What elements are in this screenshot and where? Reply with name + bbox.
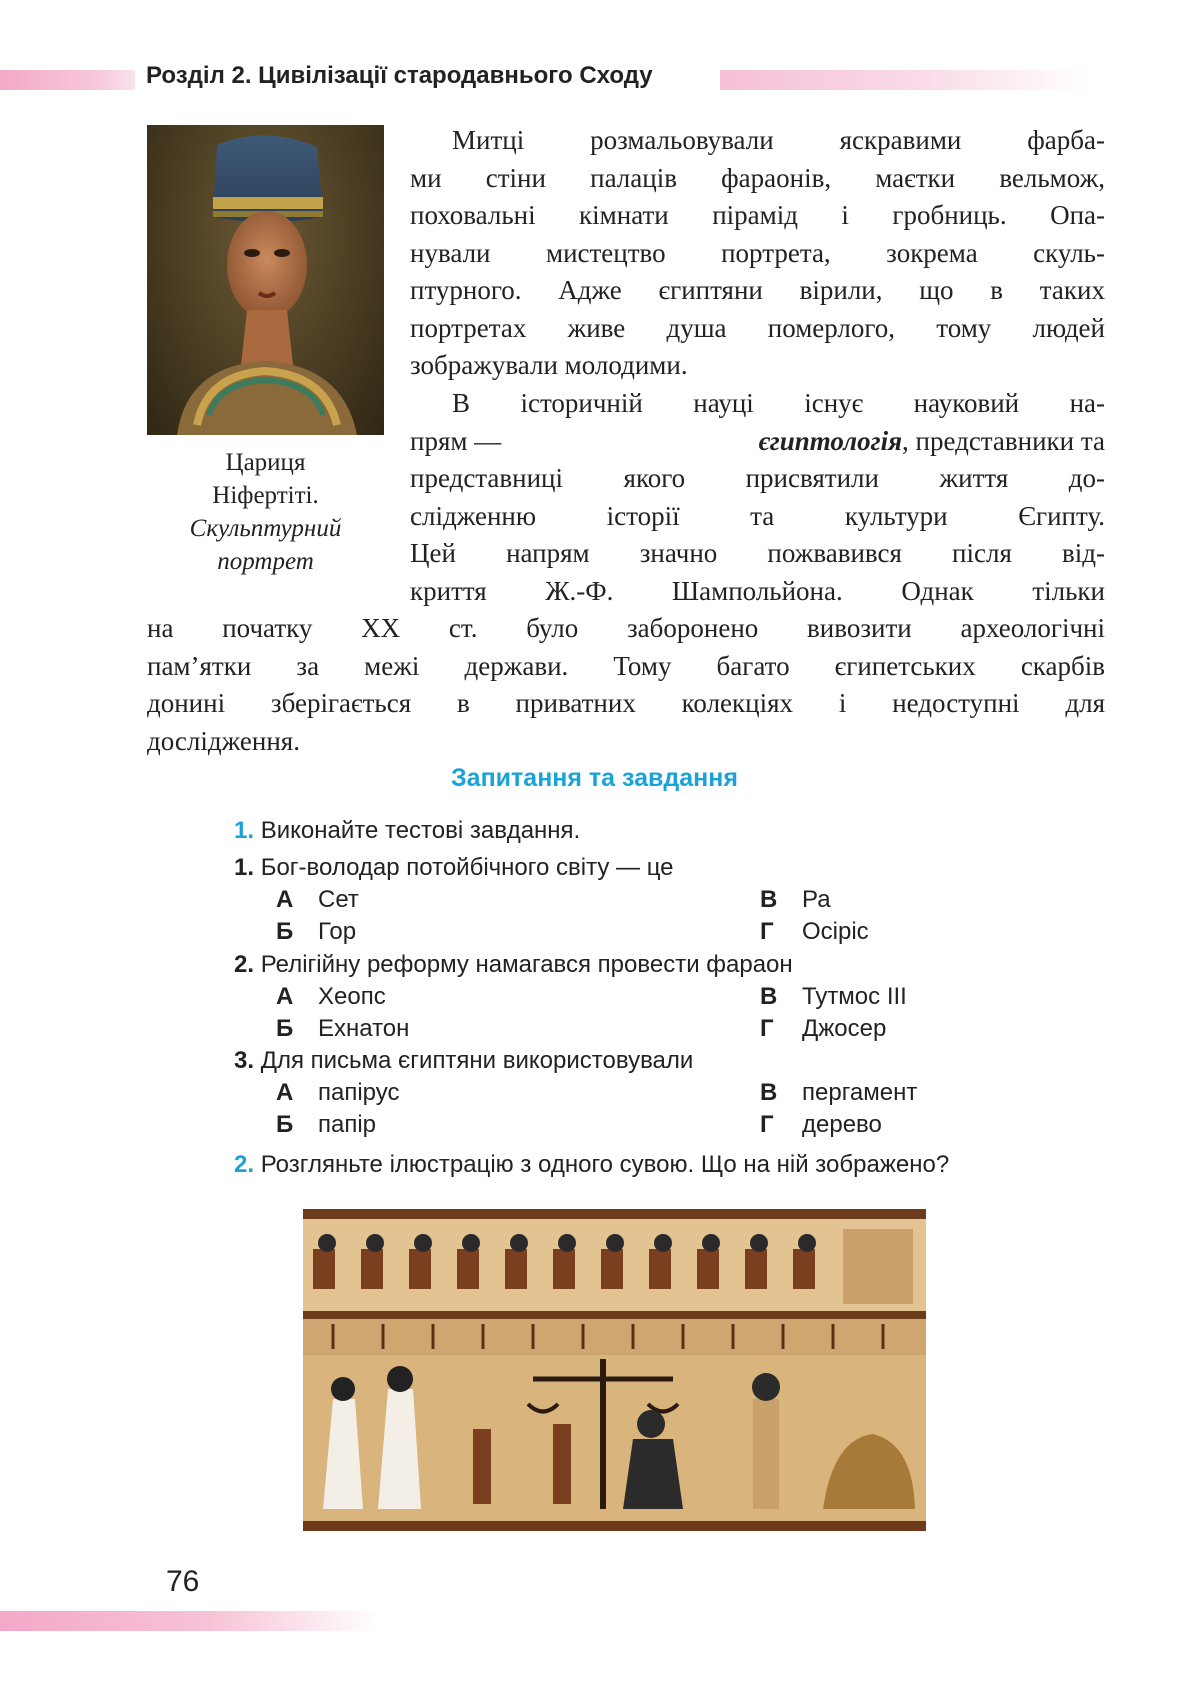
answer-option[interactable] — [760, 1111, 882, 1139]
option-text: Ехнатон — [318, 1015, 410, 1042]
option-text: Ра — [802, 886, 831, 913]
question-text: Релігійну реформу намагався провести фараон — [260, 951, 793, 978]
option-letter: А — [276, 1079, 294, 1106]
paragraph-line: слідженню історії та культури Єгипту. — [410, 500, 1105, 531]
page-number: 76 — [166, 1565, 200, 1598]
task-text: Розгляньте ілюстрацію з одного сувою. Що на ній зображено? — [260, 1151, 950, 1178]
paragraph-line: Цей напрям значно пожвавився після від- — [410, 538, 1105, 568]
option-text: Тутмос III — [802, 983, 907, 1010]
paragraph-line: донині зберігається в приватних колекціях і недоступні для — [147, 688, 1105, 718]
answer-option[interactable] — [276, 1111, 376, 1139]
caption-line: Цариця — [225, 449, 306, 476]
option-letter: В — [760, 983, 778, 1010]
task-number: 1. — [234, 817, 255, 844]
questions-heading: Запитання та завдання — [451, 764, 738, 792]
book-of-dead-scene — [303, 1209, 926, 1531]
line-suffix: , представники та — [902, 425, 1105, 456]
paragraph-2-continued — [147, 610, 1105, 760]
question-number: 2. — [234, 951, 255, 978]
option-letter: Г — [760, 1015, 774, 1042]
option-text: Сет — [318, 886, 359, 913]
option-text: Джосер — [802, 1015, 887, 1042]
line-prefix: прям — — [410, 425, 502, 456]
paragraph-line: на початку XX ст. було заборонено вивозити археологічні — [147, 613, 1105, 643]
option-letter: Г — [760, 1111, 774, 1138]
answer-option[interactable] — [276, 983, 386, 1011]
option-letter: Б — [276, 918, 294, 945]
option-text: пергамент — [802, 1079, 918, 1106]
task-2 — [234, 1151, 949, 1179]
option-letter: А — [276, 983, 294, 1010]
question-text: Для письма єгиптяни використовували — [260, 1047, 694, 1074]
answer-option[interactable] — [760, 983, 907, 1011]
option-letter: В — [760, 1079, 778, 1106]
answer-option[interactable] — [760, 1079, 917, 1107]
answer-option[interactable] — [760, 918, 869, 946]
paragraph-line: представниці якого присвятили життя до- — [410, 463, 1105, 493]
option-text: папірус — [318, 1079, 400, 1106]
option-letter: Б — [276, 1111, 294, 1138]
paragraph-line: пам’ятки за межі держави. Тому багато єгипетських скарбів — [147, 650, 1105, 681]
papyrus-scroll-illustration — [303, 1209, 926, 1531]
option-letter: В — [760, 886, 778, 913]
paragraph-2 — [410, 385, 1105, 610]
header-decor-bar-right — [720, 70, 1090, 90]
question-1 — [234, 854, 674, 882]
paragraph-1 — [410, 122, 1105, 385]
answer-option[interactable] — [276, 886, 359, 914]
option-text: папір — [318, 1111, 377, 1138]
paragraph-line: ми стіни палаців фараонів, маєтки вельмож, — [410, 162, 1105, 193]
question-number: 3. — [234, 1047, 255, 1074]
header-decor-bar-left — [0, 70, 135, 90]
nefertiti-portrait-image — [147, 125, 384, 435]
option-letter: А — [276, 886, 294, 913]
nefertiti-bust-illustration — [147, 125, 384, 435]
paragraph-line: Митці розмальовували яскравими фарба- — [452, 125, 1105, 155]
question-2 — [234, 951, 793, 979]
term-egyptology: єгиптологія — [758, 425, 902, 456]
caption-line-italic: Скульптурний — [189, 515, 342, 542]
caption-line-italic: портрет — [217, 548, 314, 575]
paragraph-line: птурного. Адже єгиптяни вірили, що в таких — [410, 275, 1105, 305]
task-text: Виконайте тестові завдання. — [260, 817, 581, 844]
task-1 — [234, 817, 580, 845]
paragraph-line: В історичній науці існує науковий на- — [452, 388, 1105, 418]
caption-line: Ніфертіті. — [212, 482, 319, 509]
paragraph-line: дослідження. — [147, 725, 300, 756]
paragraph-line: зображували молодими. — [410, 350, 688, 380]
paragraph-line: поховальні кімнати пірамід і гробниць. Опа- — [410, 200, 1105, 230]
option-letter: Г — [760, 918, 774, 945]
question-3 — [234, 1047, 693, 1075]
answer-option[interactable] — [276, 918, 356, 946]
option-text: Осіріс — [802, 918, 869, 945]
option-letter: Б — [276, 1015, 294, 1042]
paragraph-line: криття Ж.-Ф. Шампольйона. Однак тільки — [410, 575, 1105, 606]
answer-option[interactable] — [760, 886, 831, 914]
paragraph-line: нували мистецтво портрета, зокрема скуль- — [410, 237, 1105, 268]
section-header-title: Розділ 2. Цивілізації стародавнього Сходу — [146, 62, 653, 89]
answer-option[interactable] — [276, 1015, 409, 1043]
paragraph-line: портретах живе душа померлого, тому людей — [410, 312, 1105, 343]
task-number: 2. — [234, 1151, 255, 1178]
question-text: Бог-володар потойбічного світу — це — [260, 854, 674, 881]
option-text: Хеопс — [318, 983, 386, 1010]
option-text: дерево — [802, 1111, 882, 1138]
footer-decor-bar — [0, 1611, 380, 1631]
option-text: Гор — [318, 918, 357, 945]
answer-option[interactable] — [276, 1079, 399, 1107]
question-number: 1. — [234, 854, 255, 881]
portrait-caption — [147, 446, 384, 578]
answer-option[interactable] — [760, 1015, 886, 1043]
paragraph-line-with-term — [410, 423, 1105, 461]
